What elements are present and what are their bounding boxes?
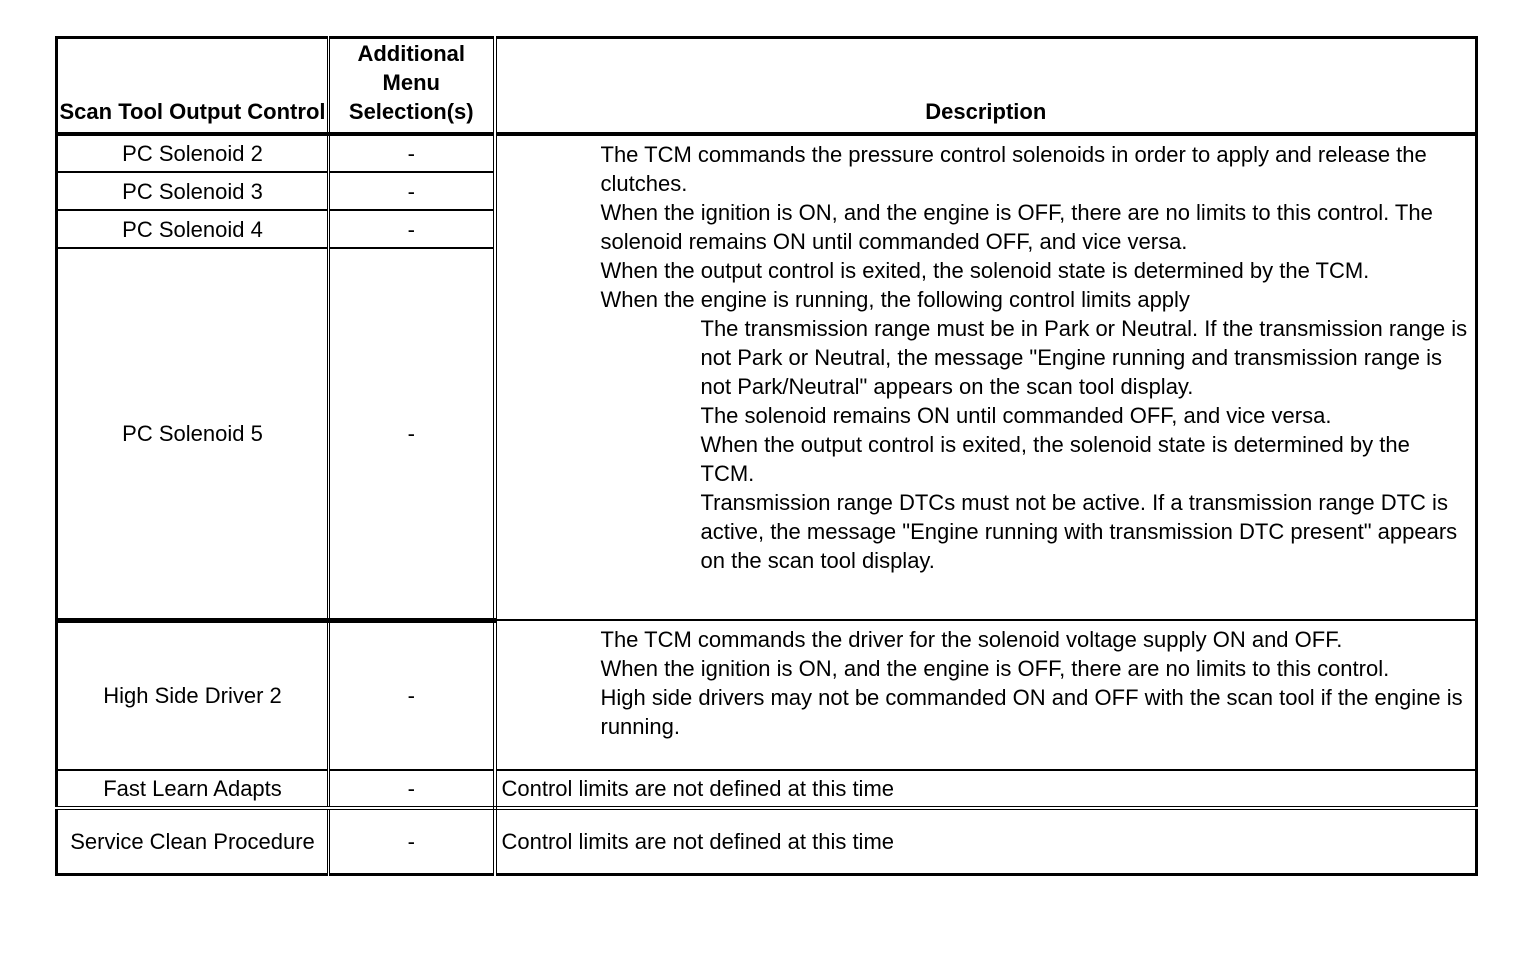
table-row-high-side-driver-2 bbox=[57, 620, 1477, 770]
cell-menu: - bbox=[329, 770, 495, 808]
cell-control: PC Solenoid 2 bbox=[57, 134, 329, 172]
cell-menu: - bbox=[329, 248, 495, 620]
cell-control: PC Solenoid 3 bbox=[57, 172, 329, 210]
desc-sub-item: When the output control is exited, the solenoid state is determined by the TCM. bbox=[700, 432, 1410, 486]
output-control-sheet bbox=[55, 36, 1478, 876]
table-row-service-clean-procedure bbox=[57, 808, 1477, 874]
desc-paragraph: The TCM commands the driver for the solenoid voltage supply ON and OFF. bbox=[600, 627, 1343, 652]
output-control-table bbox=[55, 36, 1478, 876]
cell-menu: - bbox=[329, 210, 495, 248]
desc-paragraph: When the ignition is ON, and the engine is OFF, there are no limits to this control. bbox=[600, 656, 1390, 681]
header-menu-selection: Additional Menu Selection(s) bbox=[329, 38, 495, 135]
header-description: Description bbox=[495, 38, 1477, 135]
cell-description: Control limits are not defined at this time bbox=[495, 770, 1477, 808]
cell-control: PC Solenoid 5 bbox=[57, 248, 329, 620]
header-row bbox=[57, 38, 1477, 135]
cell-description: Control limits are not defined at this time bbox=[495, 808, 1477, 874]
pc-solenoid-description bbox=[495, 134, 1477, 620]
desc-sub-item: The solenoid remains ON until commanded OFF, and vice versa. bbox=[700, 403, 1332, 428]
desc-paragraph: High side drivers may not be commanded ON and OFF with the scan tool if the engine is running. bbox=[600, 685, 1463, 739]
desc-paragraph: When the output control is exited, the solenoid state is determined by the TCM. bbox=[600, 258, 1370, 283]
desc-paragraph: The TCM commands the pressure control solenoids in order to apply and release the clutches. bbox=[600, 142, 1427, 196]
desc-paragraph: When the ignition is ON, and the engine is OFF, there are no limits to this control. The solenoid remains ON until commanded OFF, and vice versa. bbox=[600, 200, 1433, 254]
table-row-fast-learn-adapts bbox=[57, 770, 1477, 808]
cell-menu: - bbox=[329, 172, 495, 210]
cell-menu: - bbox=[329, 620, 495, 770]
header-output-control: Scan Tool Output Control bbox=[57, 38, 329, 135]
cell-control: PC Solenoid 4 bbox=[57, 210, 329, 248]
desc-paragraph: When the engine is running, the following control limits apply bbox=[600, 287, 1190, 312]
desc-sub-item: Transmission range DTCs must not be active. If a transmission range DTC is active, the message "Engine running with transmission DTC present" appears on the scan tool display. bbox=[700, 490, 1458, 573]
cell-control: Fast Learn Adapts bbox=[57, 770, 329, 808]
high-side-driver-description bbox=[495, 620, 1477, 770]
table-row-pc-solenoid-2 bbox=[57, 134, 1477, 172]
desc-sub-item: The transmission range must be in Park or Neutral. If the transmission range is not Park or Neutral, the message "Engine running and transmission range is not Park/Neutral" appears on the scan tool display. bbox=[700, 316, 1468, 399]
cell-menu: - bbox=[329, 134, 495, 172]
cell-control: Service Clean Procedure bbox=[57, 808, 329, 874]
cell-menu: - bbox=[329, 808, 495, 874]
cell-control: High Side Driver 2 bbox=[57, 620, 329, 770]
